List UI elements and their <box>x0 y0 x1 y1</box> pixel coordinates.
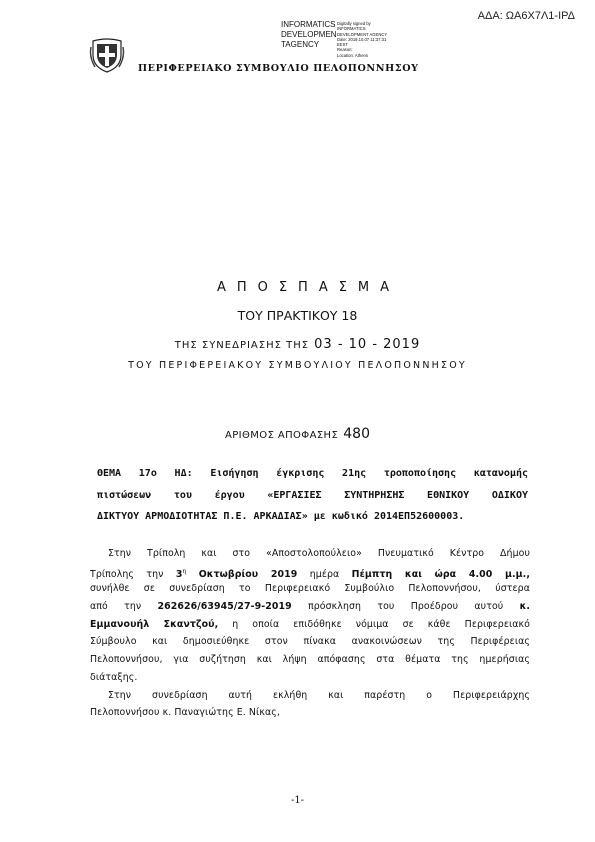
ada-code: ΑΔΑ: ΩΑ6Χ7Λ1-ΙΡΔ <box>477 10 575 22</box>
digital-signature-stamp <box>281 20 411 58</box>
decision-number: 480 <box>343 426 370 442</box>
session-label: ΤΗΣ ΣΥΝΕΔΡΙΑΣΗΣ ΤΗΣ <box>174 340 310 351</box>
page-number: -1- <box>290 795 305 806</box>
body-line: Σύμβουλο και δημοσιεύθηκε στον πίνακα ανακοινώσεων της Περιφέρειας <box>90 636 530 648</box>
subject-line: ΘΕΜΑ 17ο ΗΔ: Εισήγηση έγκρισης 21ης τροποποίησης κατανομής <box>97 468 528 479</box>
subject-line: ΔΙΚΤΥΟΥ ΑΡΜΟΔΙΟΤΗΤΑΣ Π.Ε. ΑΡΚΑΔΙΑΣ» με κωδικό 2014ΕΠ52600003. <box>97 511 465 522</box>
body-line: συνήλθε σε συνεδρίαση το Περιφερειακό Συμβούλιο Πελοποννήσου, ύστερα <box>90 583 530 595</box>
minutes-number: ΤΟΥ ΠΡΑΚΤΙΚΟΥ 18 <box>237 308 358 323</box>
council-subtitle: ΤΟΥ ΠΕΡΙΦΕΡΕΙΑΚΟΥ ΣΥΜΒΟΥΛΙΟΥ ΠΕΛΟΠΟΝΝΗΣΟΥ <box>128 360 467 371</box>
body-line: Εμμανουήλ Σκαντζού, η οποία επιδόθηκε νόμιμα σε κάθε Περιφερειακό <box>90 618 530 630</box>
hellenic-republic-emblem-icon <box>89 37 125 73</box>
stamp-details: Digitally signed by INFORMATICS DEVELOPMENT AGENCY Date: 2019.10.07 11:37:31 EEST Reason: Location: Athens <box>337 21 388 58</box>
body-line: διάταξης. <box>90 671 138 683</box>
subject-block <box>97 463 528 528</box>
issuing-council-name: ΠΕΡΙΦΕΡΕΙΑΚΟ ΣΥΜΒΟΥΛΙΟ ΠΕΛΟΠΟΝΝΗΣΟΥ <box>138 63 419 74</box>
decision-number-line <box>0 423 595 442</box>
session-date-line <box>0 333 595 352</box>
document-title: ΑΠΟΣΠΑΣΜΑ <box>216 280 401 295</box>
body-line: Στην Τρίπολη και στο «Αποστολοπούλειο» Πνευματικό Κέντρο Δήμου <box>108 548 530 559</box>
subject-line: πιστώσεων του έργου «ΕΡΓΑΣΙΕΣ ΣΥΝΤΗΡΗΣΗΣ ΕΘΝΙΚΟΥ ΟΔΙΚΟΥ <box>97 489 528 501</box>
body-line: Στην συνεδρίαση αυτή εκλήθη και παρέστη ο Περιφερειάρχης <box>108 689 530 701</box>
body-line: Πελοποννήσου κ. Παναγιώτης Ε. Νίκας, <box>90 707 280 719</box>
decision-body <box>90 545 530 722</box>
body-line: από την 262626/63945/27-9-2019 πρόσκληση του Προέδρου αυτού κ. <box>90 601 530 613</box>
session-date: 03 - 10 - 2019 <box>314 337 421 352</box>
body-line: Πελοποννήσου, για συζήτηση και λήψη απόφασης στα θέματα της ημερήσιας <box>90 654 530 666</box>
body-line: Τρίπολης την $3^\eta$ Οκτωβρίου 2019 ημέρα Πέμπτη και ώρα 4.00 μ.μ., <box>90 567 530 580</box>
stamp-signer-name: INFORMATICS DEVELOPMEN TAGENCY <box>281 20 337 49</box>
decision-label: ΑΡΙΘΜΟΣ ΑΠΟΦΑΣΗΣ <box>224 430 339 441</box>
